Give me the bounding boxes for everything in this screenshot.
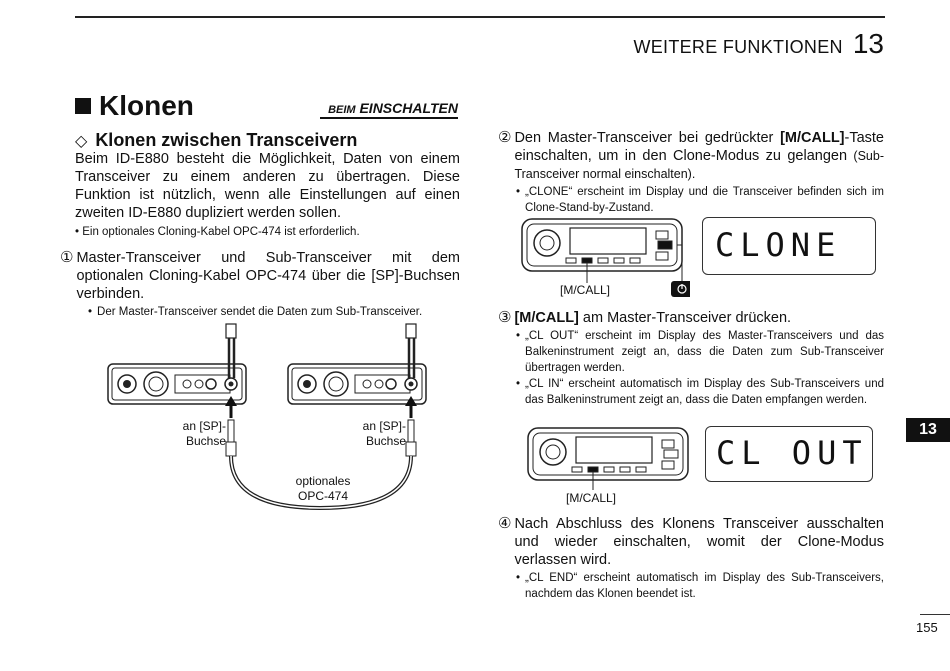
bullet-dot-icon: • bbox=[516, 378, 521, 390]
bullet-dot-icon: • bbox=[516, 572, 521, 584]
m-call-figure-label-step2: [M/CALL] bbox=[560, 283, 611, 297]
lcd-clone-display bbox=[702, 217, 876, 275]
step-3-number: ③ bbox=[498, 309, 512, 326]
chapter-side-tab: 13 bbox=[906, 418, 950, 442]
step-1 bbox=[60, 249, 460, 320]
m-call-key-label: [M/CALL] bbox=[780, 130, 845, 146]
clone-cable-diagram bbox=[100, 318, 460, 518]
page-title-text: Klonen bbox=[99, 90, 194, 121]
condition-tag bbox=[320, 100, 458, 119]
bullet-dot-icon: • bbox=[88, 306, 93, 318]
step-2-text-b: -Taste einschalten, um in den Clone-Modus zu gelangen bbox=[514, 130, 884, 164]
step-3-text-rest: am Master-Transceiver drücken. bbox=[578, 310, 792, 326]
lcd-cl-out-text: CL OUT bbox=[716, 434, 868, 472]
step-3-bullet-2: „CL IN“ erscheint automatisch im Display des Sub-Transceivers und das Balkeninstrument zeigt an, dass die Daten empfangen werden. bbox=[525, 378, 884, 406]
sp-jack-label-right bbox=[356, 419, 406, 449]
step-2-text-c: (Sub-Transceiver normal einschalten). bbox=[514, 149, 884, 181]
subsection-title-text: Klonen zwischen Transceivern bbox=[95, 130, 358, 150]
m-call-key-label: [M/CALL] bbox=[514, 310, 579, 326]
step-4 bbox=[498, 515, 884, 602]
step-2 bbox=[498, 129, 884, 216]
intro-block bbox=[75, 150, 460, 240]
step-3-bullet-1: „CL OUT“ erscheint im Display des Master-Transceivers und das Balkeninstrument zeigt an, dass die Daten zum Sub-Transceiver übertragen werden. bbox=[525, 330, 884, 374]
step-2-text-a: Den Master-Transceiver bei gedrückter bbox=[514, 130, 781, 146]
subsection-title bbox=[75, 130, 357, 151]
cable-label-line2: OPC-474 bbox=[297, 489, 349, 503]
header-rule bbox=[75, 16, 885, 18]
sp-jack-label-left bbox=[176, 419, 226, 449]
intro-note: • Ein optionales Cloning-Kabel OPC-474 ist erforderlich. bbox=[75, 226, 360, 238]
step-2-bullet: „CLONE“ erscheint im Display und die Transceiver befinden sich im Clone-Stand-by-Zustand. bbox=[525, 186, 884, 214]
step-3 bbox=[498, 309, 884, 408]
page-number: 155 bbox=[916, 620, 938, 635]
condition-tag-text: EINSCHALTEN bbox=[359, 100, 458, 116]
bullet-dot-icon: • bbox=[516, 186, 521, 198]
sp-jack-label-right-line2: Buchse bbox=[365, 434, 406, 448]
master-transceiver-illustration bbox=[108, 364, 246, 404]
step-4-bullet: „CL END“ erscheint automatisch im Display des Sub-Transceivers, nachdem das Klonen beendet ist. bbox=[525, 572, 884, 600]
step-2-text bbox=[514, 129, 884, 183]
sp-jack-label-left-line1: an [SP]- bbox=[182, 419, 226, 433]
chapter-number: 13 bbox=[852, 28, 884, 59]
step-1-bullet: Der Master-Transceiver sendet die Daten zum Sub-Transceiver. bbox=[97, 306, 423, 318]
step-3-text bbox=[514, 309, 791, 327]
page-title bbox=[75, 90, 194, 122]
square-bullet-icon bbox=[75, 98, 91, 114]
footer-rule bbox=[920, 614, 950, 615]
power-button-icon bbox=[671, 281, 690, 297]
sub-transceiver-illustration bbox=[288, 364, 426, 404]
lcd-cl-out-display bbox=[705, 426, 873, 482]
front-panel-diagram-step3 bbox=[526, 424, 696, 492]
step-4-number: ④ bbox=[498, 515, 512, 532]
condition-tag-prefix: BEIM bbox=[328, 104, 356, 116]
lcd-clone-text: CLONE bbox=[715, 226, 842, 264]
section-title: WEITERE FUNKTIONEN bbox=[633, 37, 843, 57]
bullet-dot-icon: • bbox=[516, 330, 521, 342]
cable-label bbox=[283, 474, 363, 504]
m-call-figure-label-step3: [M/CALL] bbox=[566, 491, 617, 505]
diamond-icon: ◇ bbox=[75, 132, 88, 150]
step-1-number: ① bbox=[60, 249, 74, 266]
page-header bbox=[633, 28, 884, 60]
step-2-number: ② bbox=[498, 129, 512, 146]
step-4-text: Nach Abschluss des Klonens Transceiver ausschalten und wieder einschalten, womit der Clone-Modus verlassen wird. bbox=[514, 516, 884, 568]
intro-paragraph: Beim ID-E880 besteht die Möglichkeit, Daten von einem Transceiver zu einem anderen zu übertragen. Diese Funktion ist nützlich, wenn alle Einstellungen auf einen zweiten ID-E880 dupliziert werden sollen. bbox=[75, 151, 460, 221]
step-1-text: Master-Transceiver und Sub-Transceiver mit dem optionalen Cloning-Kabel OPC-474 über die [SP]-Buchsen verbinden. bbox=[76, 250, 460, 302]
sp-jack-label-right-line1: an [SP]- bbox=[362, 419, 406, 433]
cable-label-line1: optionales bbox=[295, 474, 351, 488]
sp-jack-label-left-line2: Buchse bbox=[185, 434, 226, 448]
